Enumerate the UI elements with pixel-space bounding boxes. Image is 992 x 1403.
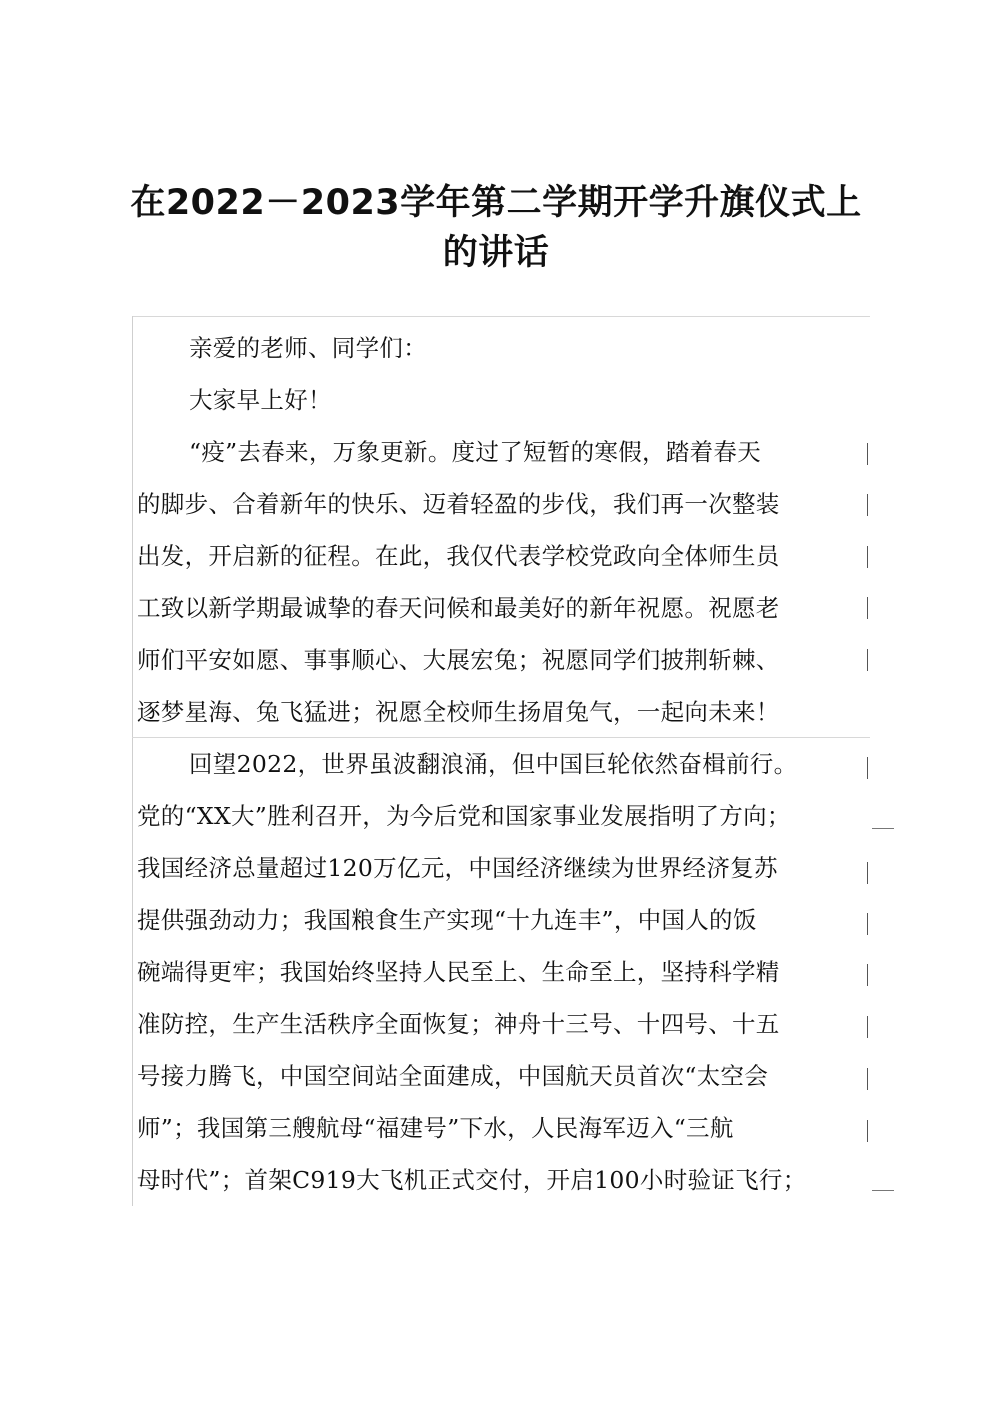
body-line: 的脚步、合着新年的快乐、迈着轻盈的步伐，我们再一次整装 <box>137 490 780 518</box>
body-line: “疫”去春来，万象更新。度过了短暂的寒假，踏着春天 <box>189 438 762 466</box>
body-line: 工致以新学期最诚挚的春天问候和最美好的新年祝愿。祝愿老 <box>137 594 780 622</box>
body-line: 师”；我国第三艘航母“福建号”下水，人民海军迈入“三航 <box>137 1114 734 1142</box>
title-line-1: 在2022－2023学年第二学期开学升旗仪式上 <box>130 183 862 223</box>
frame-top-rule <box>132 316 870 317</box>
body-line: 碗端得更牢；我国始终坚持人民至上、生命至上，坚持科学精 <box>137 958 780 986</box>
body-line: 逐梦星海、兔飞猛进；祝愿全校师生扬眉兔气，一起向未来！ <box>137 698 780 726</box>
body-line: 党的“XX大”胜利召开，为今后党和国家事业发展指明了方向； <box>137 802 791 830</box>
body-line: 回望2022，世界虽波翻浪涌，但中国巨轮依然奋楫前行。 <box>189 750 798 778</box>
body-line: 准防控，生产生活秩序全面恢复；神舟十三号、十四号、十五 <box>137 1010 780 1038</box>
body-line: 母时代”；首架C919大飞机正式交付，开启100小时验证飞行； <box>137 1166 807 1194</box>
document-body <box>137 322 877 1206</box>
body-line: 我国经济总量超过120万亿元，中国经济继续为世界经济复苏 <box>137 854 778 882</box>
body-line: 亲爱的老师、同学们： <box>189 334 427 362</box>
frame-left-rule <box>132 316 133 1206</box>
title-line-2: 的讲话 <box>442 233 550 273</box>
document-title <box>110 178 882 278</box>
body-line: 提供强劲动力；我国粮食生产实现“十九连丰”，中国人的饭 <box>137 906 757 934</box>
body-line: 出发，开启新的征程。在此，我仅代表学校党政向全体师生员 <box>137 542 780 570</box>
body-line: 师们平安如愿、事事顺心、大展宏兔；祝愿同学们披荆斩棘、 <box>137 646 780 674</box>
body-line: 号接力腾飞，中国空间站全面建成，中国航天员首次“太空会 <box>137 1062 769 1090</box>
body-line: 大家早上好！ <box>189 386 332 414</box>
